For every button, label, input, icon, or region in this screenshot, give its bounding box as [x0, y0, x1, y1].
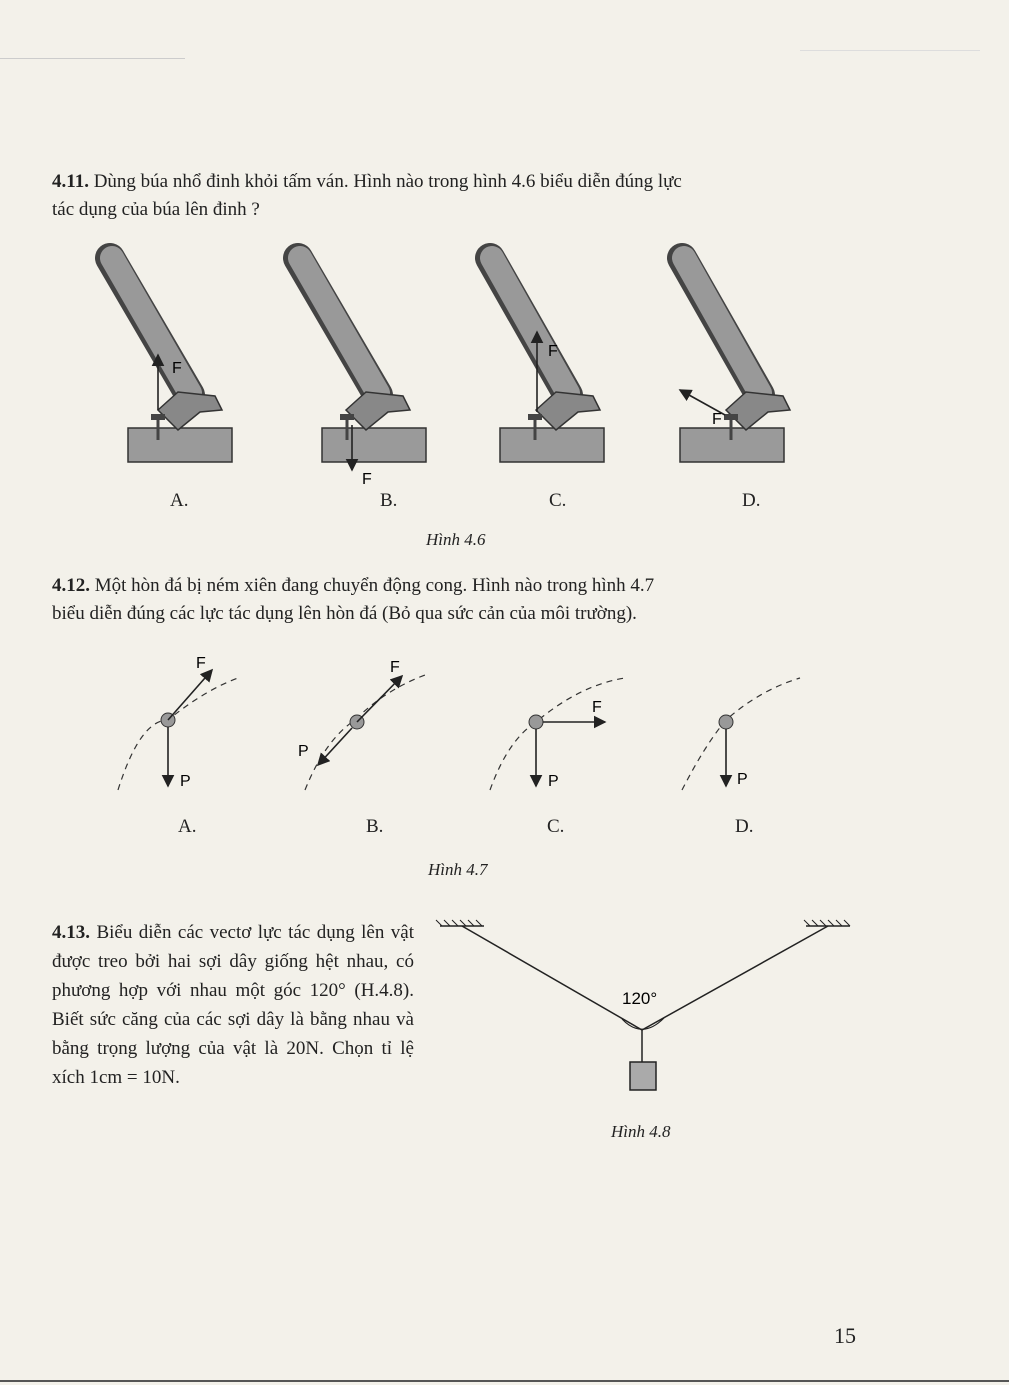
hammer-a-drawing	[110, 258, 232, 462]
fig46-label-b: B.	[380, 490, 398, 511]
q413-number: 4.13.	[52, 922, 90, 943]
force-label-4-7-a: F	[196, 655, 206, 672]
trajectory-a	[118, 678, 238, 790]
figure-4-7	[118, 655, 800, 790]
weight-label-b: P	[298, 743, 309, 760]
q411-text-1: Dùng búa nhổ đinh khỏi tấm ván. Hình nào trong hình 4.6 biểu diễn đúng lực	[93, 171, 682, 192]
fig47-label-a: A.	[178, 816, 197, 837]
weight-label-a: P	[180, 773, 191, 790]
force-label-4-7-b: F	[390, 659, 400, 676]
force-label-b: F	[362, 471, 372, 488]
hanging-weight	[630, 1062, 656, 1090]
q413-text: Biểu diễn các vectơ lực tác dụng lên vật được treo bởi hai sợi dây giống hệt nhau, có phương hợp với nhau một góc 120° (H.4.8). Biết sức căng của các sợi dây là bằng nhau và bằng trọng lượng của vật là 20N. Chọn tỉ lệ xích 1cm = 10N.	[52, 922, 415, 1088]
hammer-head-a	[158, 392, 222, 430]
hammer-handle-b-fill	[300, 258, 378, 393]
fig46-label-c: C.	[549, 490, 567, 511]
force-arrow-4-7-a	[168, 670, 212, 720]
force-label-d: F	[712, 411, 722, 428]
rope-left	[462, 926, 642, 1030]
fig46-label-a: A.	[170, 490, 189, 511]
page-number: 15	[834, 1323, 856, 1348]
fig47-caption: Hình 4.7	[428, 860, 488, 879]
stone-c	[529, 715, 543, 729]
q412-text-1: Một hòn đá bị ném xiên đang chuyển động cong. Hình nào trong hình 4.7	[94, 575, 655, 596]
angle-label: 120°	[622, 989, 658, 1008]
q412-line1	[52, 572, 872, 600]
plank-c	[500, 428, 604, 462]
ceiling-left-hatch	[436, 920, 482, 926]
fig47-label-b: B.	[366, 816, 384, 837]
nail-head-d	[724, 414, 738, 420]
plank-b	[322, 428, 426, 462]
q411-number: 4.11.	[52, 171, 89, 192]
fig46-caption: Hình 4.6	[426, 530, 486, 549]
bottom-rule	[0, 1380, 1009, 1382]
weight-arrow-b	[318, 728, 352, 765]
weight-label-c: P	[548, 773, 559, 790]
angle-arc	[622, 1018, 664, 1029]
hammer-head-c	[536, 392, 600, 430]
question-4-12	[52, 572, 872, 628]
figure-4-8	[436, 920, 850, 1090]
weight-label-d: P	[737, 771, 748, 788]
hammer-handle-c-fill	[492, 258, 568, 393]
fig47-label-c: C.	[547, 816, 565, 837]
force-label-a: F	[172, 360, 182, 377]
q412-number: 4.12.	[52, 575, 90, 596]
q412-line2: biểu diễn đúng các lực tác dụng lên hòn đá (Bỏ qua sức cản của môi trường).	[52, 603, 637, 624]
fig47-label-d: D.	[735, 816, 754, 837]
fig46-label-d: D.	[742, 490, 761, 511]
force-arrow-4-7-b	[357, 676, 402, 722]
plank-a	[128, 428, 232, 462]
nail-head-a	[151, 414, 165, 420]
trajectory-b	[305, 675, 425, 790]
hammer-handle-d-fill	[684, 258, 760, 393]
force-label-c: F	[548, 343, 558, 360]
fig48-caption: Hình 4.8	[611, 1122, 671, 1141]
force-label-4-7-c: F	[592, 699, 602, 716]
rope-right	[642, 926, 828, 1030]
hammer-d-drawing	[680, 258, 790, 462]
hammer-head-b	[346, 392, 410, 430]
stone-d	[719, 715, 733, 729]
hammer-b-drawing	[298, 258, 426, 488]
nail-head-b	[340, 414, 354, 420]
ceiling-right-hatch	[804, 920, 850, 926]
nail-head-c	[528, 414, 542, 420]
question-4-13	[52, 918, 414, 1092]
hammer-c-drawing	[490, 258, 604, 462]
q411-line2: tác dụng của búa lên đinh ?	[52, 199, 260, 220]
hammer-head-d	[726, 392, 790, 430]
